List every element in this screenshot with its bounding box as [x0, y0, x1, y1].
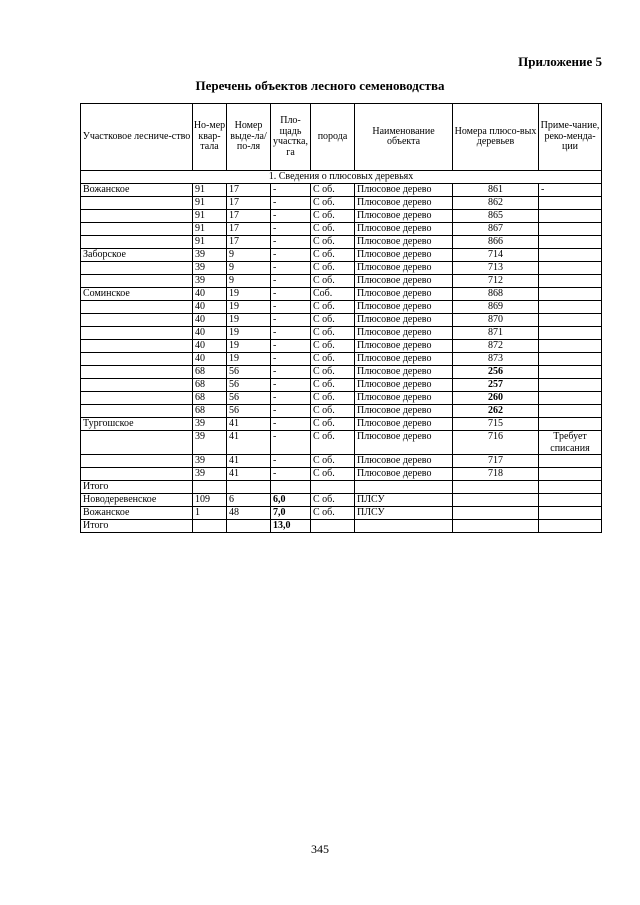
- table-cell: 91: [193, 197, 227, 210]
- table-cell: -: [271, 184, 311, 197]
- table-cell: С об.: [311, 507, 355, 520]
- table-cell: -: [271, 418, 311, 431]
- table-cell: Плюсовое дерево: [355, 340, 453, 353]
- table-cell: [81, 468, 193, 481]
- table-cell: [539, 379, 602, 392]
- table-cell: Плюсовое дерево: [355, 249, 453, 262]
- header-cell: Номера плюсо-вых деревьев: [453, 104, 539, 171]
- header-cell: Наименование объекта: [355, 104, 453, 171]
- table-cell: [81, 405, 193, 418]
- table-cell: -: [271, 249, 311, 262]
- table-row: [81, 405, 602, 418]
- table-cell: 56: [227, 366, 271, 379]
- table-cell: 109: [193, 494, 227, 507]
- table-cell: ПЛСУ: [355, 494, 453, 507]
- table-row: [81, 236, 602, 249]
- table-cell: С об.: [311, 379, 355, 392]
- table-cell: Плюсовое дерево: [355, 431, 453, 455]
- table-cell: 17: [227, 197, 271, 210]
- table-cell: -: [271, 262, 311, 275]
- table-cell: 873: [453, 353, 539, 366]
- table-cell: 19: [227, 340, 271, 353]
- table-cell: -: [271, 379, 311, 392]
- table-cell: Плюсовое дерево: [355, 405, 453, 418]
- table-cell: 19: [227, 327, 271, 340]
- table-row: [81, 418, 602, 431]
- table-cell: 9: [227, 275, 271, 288]
- table-cell: 19: [227, 288, 271, 301]
- table-cell: Новодеревенское: [81, 494, 193, 507]
- table-cell: [193, 481, 227, 494]
- table-cell: 56: [227, 405, 271, 418]
- table-cell: 717: [453, 455, 539, 468]
- table-cell: 41: [227, 418, 271, 431]
- table-cell: 40: [193, 353, 227, 366]
- table-cell: [539, 236, 602, 249]
- table-cell: [539, 340, 602, 353]
- table-cell: 869: [453, 301, 539, 314]
- table-cell: Плюсовое дерево: [355, 379, 453, 392]
- table-cell: С об.: [311, 366, 355, 379]
- table-cell: 68: [193, 392, 227, 405]
- table-cell: 9: [227, 262, 271, 275]
- header-cell: Но-мер квар-тала: [193, 104, 227, 171]
- table-cell: 39: [193, 468, 227, 481]
- table-cell: Плюсовое дерево: [355, 314, 453, 327]
- table-cell: -: [539, 184, 602, 197]
- table-row: [81, 366, 602, 379]
- document-title: Перечень объектов лесного семеноводства: [195, 78, 445, 93]
- table-cell: [81, 301, 193, 314]
- table-cell: 17: [227, 210, 271, 223]
- table-cell: [355, 481, 453, 494]
- table-cell: С об.: [311, 468, 355, 481]
- table-cell: С об.: [311, 494, 355, 507]
- table-cell: Плюсовое дерево: [355, 210, 453, 223]
- table-cell: 7,0: [271, 507, 311, 520]
- table-cell: Плюсовое дерево: [355, 455, 453, 468]
- table-cell: 712: [453, 275, 539, 288]
- table-cell: С об.: [311, 249, 355, 262]
- table-cell: [81, 197, 193, 210]
- table-cell: [355, 520, 453, 533]
- table-cell: 257: [453, 379, 539, 392]
- table-cell: 40: [193, 327, 227, 340]
- table-cell: [539, 455, 602, 468]
- table-cell: 91: [193, 236, 227, 249]
- table-row: [81, 520, 602, 533]
- table-cell: 41: [227, 431, 271, 455]
- table-cell: -: [271, 353, 311, 366]
- section-title: 1. Сведения о плюсовых деревьях: [81, 171, 602, 184]
- table-cell: Итого: [81, 481, 193, 494]
- table-cell: Плюсовое дерево: [355, 197, 453, 210]
- table-cell: Плюсовое дерево: [355, 468, 453, 481]
- table-cell: Плюсовое дерево: [355, 236, 453, 249]
- table-cell: 91: [193, 223, 227, 236]
- table-cell: -: [271, 340, 311, 353]
- table-cell: С об.: [311, 314, 355, 327]
- header-cell: Участковое лесниче-ство: [81, 104, 193, 171]
- table-cell: 256: [453, 366, 539, 379]
- table-cell: Плюсовое дерево: [355, 418, 453, 431]
- table-cell: 1: [193, 507, 227, 520]
- table-cell: 715: [453, 418, 539, 431]
- table-cell: 39: [193, 455, 227, 468]
- page-number: 345: [311, 842, 329, 856]
- table-cell: Плюсовое дерево: [355, 288, 453, 301]
- table-cell: 40: [193, 288, 227, 301]
- table-cell: Плюсовое дерево: [355, 184, 453, 197]
- table-cell: -: [271, 288, 311, 301]
- table-row: [81, 197, 602, 210]
- table-cell: -: [271, 223, 311, 236]
- table-cell: -: [271, 455, 311, 468]
- table-cell: С об.: [311, 184, 355, 197]
- table-cell: [539, 301, 602, 314]
- table-cell: [311, 481, 355, 494]
- table-cell: [539, 366, 602, 379]
- table-cell: [81, 379, 193, 392]
- table-cell: [539, 507, 602, 520]
- table-cell: Тургошское: [81, 418, 193, 431]
- table-cell: 91: [193, 184, 227, 197]
- header-cell: Приме-чание, реко-менда-ции: [539, 104, 602, 171]
- table-cell: 867: [453, 223, 539, 236]
- table-cell: С об.: [311, 223, 355, 236]
- table-cell: [81, 353, 193, 366]
- table-cell: С об.: [311, 236, 355, 249]
- table-cell: [539, 275, 602, 288]
- table-cell: [539, 288, 602, 301]
- table-cell: [539, 520, 602, 533]
- table-cell: С об.: [311, 301, 355, 314]
- table-cell: [453, 481, 539, 494]
- table-cell: 19: [227, 314, 271, 327]
- table-cell: [227, 481, 271, 494]
- table-cell: 9: [227, 249, 271, 262]
- table-row: [81, 249, 602, 262]
- table-cell: [81, 455, 193, 468]
- table-cell: [539, 468, 602, 481]
- table-cell: -: [271, 236, 311, 249]
- table-cell: С об.: [311, 392, 355, 405]
- table-cell: [311, 520, 355, 533]
- table-cell: [81, 262, 193, 275]
- table-cell: -: [271, 405, 311, 418]
- table-cell: Плюсовое дерево: [355, 275, 453, 288]
- table-cell: Требует списания: [539, 431, 602, 455]
- table-cell: 56: [227, 379, 271, 392]
- table-cell: 866: [453, 236, 539, 249]
- table-cell: Итого: [81, 520, 193, 533]
- table-cell: -: [271, 327, 311, 340]
- table-row: [81, 327, 602, 340]
- table-row: [81, 494, 602, 507]
- table-cell: 862: [453, 197, 539, 210]
- table-cell: [539, 327, 602, 340]
- table-cell: [81, 366, 193, 379]
- table-cell: [81, 431, 193, 455]
- table-cell: С об.: [311, 197, 355, 210]
- table-cell: 39: [193, 249, 227, 262]
- table-cell: [81, 210, 193, 223]
- table-row: [81, 481, 602, 494]
- table-cell: 714: [453, 249, 539, 262]
- table-cell: [539, 314, 602, 327]
- table-cell: 713: [453, 262, 539, 275]
- table-cell: -: [271, 366, 311, 379]
- table-row: [81, 210, 602, 223]
- table-cell: Плюсовое дерево: [355, 327, 453, 340]
- table-cell: Плюсовое дерево: [355, 366, 453, 379]
- table-cell: 17: [227, 184, 271, 197]
- table-cell: С об.: [311, 340, 355, 353]
- table-row: [81, 353, 602, 366]
- header-cell: порода: [311, 104, 355, 171]
- table-cell: [539, 210, 602, 223]
- table-cell: [539, 392, 602, 405]
- appendix-label: Приложение 5: [518, 54, 602, 69]
- table-row: [81, 223, 602, 236]
- table-cell: -: [271, 301, 311, 314]
- table-cell: Заборское: [81, 249, 193, 262]
- table-cell: С об.: [311, 418, 355, 431]
- header-cell: Номер выде-ла/ по-ля: [227, 104, 271, 171]
- table-cell: Соб.: [311, 288, 355, 301]
- table-cell: [453, 520, 539, 533]
- table-cell: [81, 314, 193, 327]
- table-cell: 39: [193, 418, 227, 431]
- table-cell: [81, 392, 193, 405]
- table-row: [81, 455, 602, 468]
- table-row: [81, 275, 602, 288]
- table-cell: 861: [453, 184, 539, 197]
- table-cell: 17: [227, 223, 271, 236]
- table-cell: 40: [193, 340, 227, 353]
- table-cell: -: [271, 210, 311, 223]
- table-cell: [539, 262, 602, 275]
- header-row: [81, 104, 602, 171]
- table-cell: [81, 223, 193, 236]
- table-cell: 17: [227, 236, 271, 249]
- table-cell: -: [271, 392, 311, 405]
- table-cell: Плюсовое дерево: [355, 262, 453, 275]
- table-cell: [539, 481, 602, 494]
- table-cell: 48: [227, 507, 271, 520]
- table-cell: [539, 197, 602, 210]
- table-cell: [227, 520, 271, 533]
- table-cell: [81, 340, 193, 353]
- table-cell: 56: [227, 392, 271, 405]
- seed-objects-table: [80, 103, 602, 533]
- table-row: [81, 288, 602, 301]
- table-cell: 41: [227, 468, 271, 481]
- table-cell: [453, 494, 539, 507]
- section-row: [81, 171, 602, 184]
- table-cell: 6: [227, 494, 271, 507]
- table-cell: 68: [193, 366, 227, 379]
- table-cell: С об.: [311, 455, 355, 468]
- table-cell: Плюсовое дерево: [355, 392, 453, 405]
- table-cell: 716: [453, 431, 539, 455]
- table-cell: -: [271, 314, 311, 327]
- table-cell: 6,0: [271, 494, 311, 507]
- table-cell: Плюсовое дерево: [355, 223, 453, 236]
- table-cell: С об.: [311, 327, 355, 340]
- table-cell: [539, 249, 602, 262]
- table-cell: С об.: [311, 275, 355, 288]
- table-cell: [271, 481, 311, 494]
- table-row: [81, 431, 602, 455]
- table-cell: Плюсовое дерево: [355, 353, 453, 366]
- table-cell: [81, 236, 193, 249]
- table-cell: -: [271, 275, 311, 288]
- table-cell: Плюсовое дерево: [355, 301, 453, 314]
- table-cell: [539, 494, 602, 507]
- table-cell: 19: [227, 353, 271, 366]
- table-cell: 718: [453, 468, 539, 481]
- table-cell: 865: [453, 210, 539, 223]
- table-cell: 39: [193, 431, 227, 455]
- table-row: [81, 301, 602, 314]
- table-row: [81, 392, 602, 405]
- table-cell: 68: [193, 379, 227, 392]
- table-cell: Соминское: [81, 288, 193, 301]
- table-cell: С об.: [311, 210, 355, 223]
- table-cell: 41: [227, 455, 271, 468]
- table-cell: С об.: [311, 405, 355, 418]
- table-cell: 40: [193, 314, 227, 327]
- table-cell: Вожанское: [81, 184, 193, 197]
- table-cell: [539, 418, 602, 431]
- table-cell: -: [271, 431, 311, 455]
- table-cell: 13,0: [271, 520, 311, 533]
- table-cell: 262: [453, 405, 539, 418]
- table-cell: 68: [193, 405, 227, 418]
- table-cell: -: [271, 468, 311, 481]
- table-cell: С об.: [311, 431, 355, 455]
- table-cell: С об.: [311, 262, 355, 275]
- table-cell: 871: [453, 327, 539, 340]
- table-cell: [539, 353, 602, 366]
- table-cell: 872: [453, 340, 539, 353]
- table-cell: 260: [453, 392, 539, 405]
- table-cell: 868: [453, 288, 539, 301]
- table-cell: 91: [193, 210, 227, 223]
- table-cell: [539, 223, 602, 236]
- table-row: [81, 262, 602, 275]
- table-row: [81, 507, 602, 520]
- table-row: [81, 379, 602, 392]
- table-cell: 19: [227, 301, 271, 314]
- table-cell: С об.: [311, 353, 355, 366]
- table-row: [81, 314, 602, 327]
- table-cell: [539, 405, 602, 418]
- table-cell: [193, 520, 227, 533]
- table-cell: 870: [453, 314, 539, 327]
- table-row: [81, 340, 602, 353]
- table-cell: -: [271, 197, 311, 210]
- table-cell: [453, 507, 539, 520]
- table-cell: 39: [193, 262, 227, 275]
- table-cell: Вожанское: [81, 507, 193, 520]
- table-cell: ПЛСУ: [355, 507, 453, 520]
- table-row: [81, 184, 602, 197]
- table-cell: 40: [193, 301, 227, 314]
- table-cell: [81, 327, 193, 340]
- table-row: [81, 468, 602, 481]
- header-cell: Пло-щадь участка, га: [271, 104, 311, 171]
- table-cell: [81, 275, 193, 288]
- table-cell: 39: [193, 275, 227, 288]
